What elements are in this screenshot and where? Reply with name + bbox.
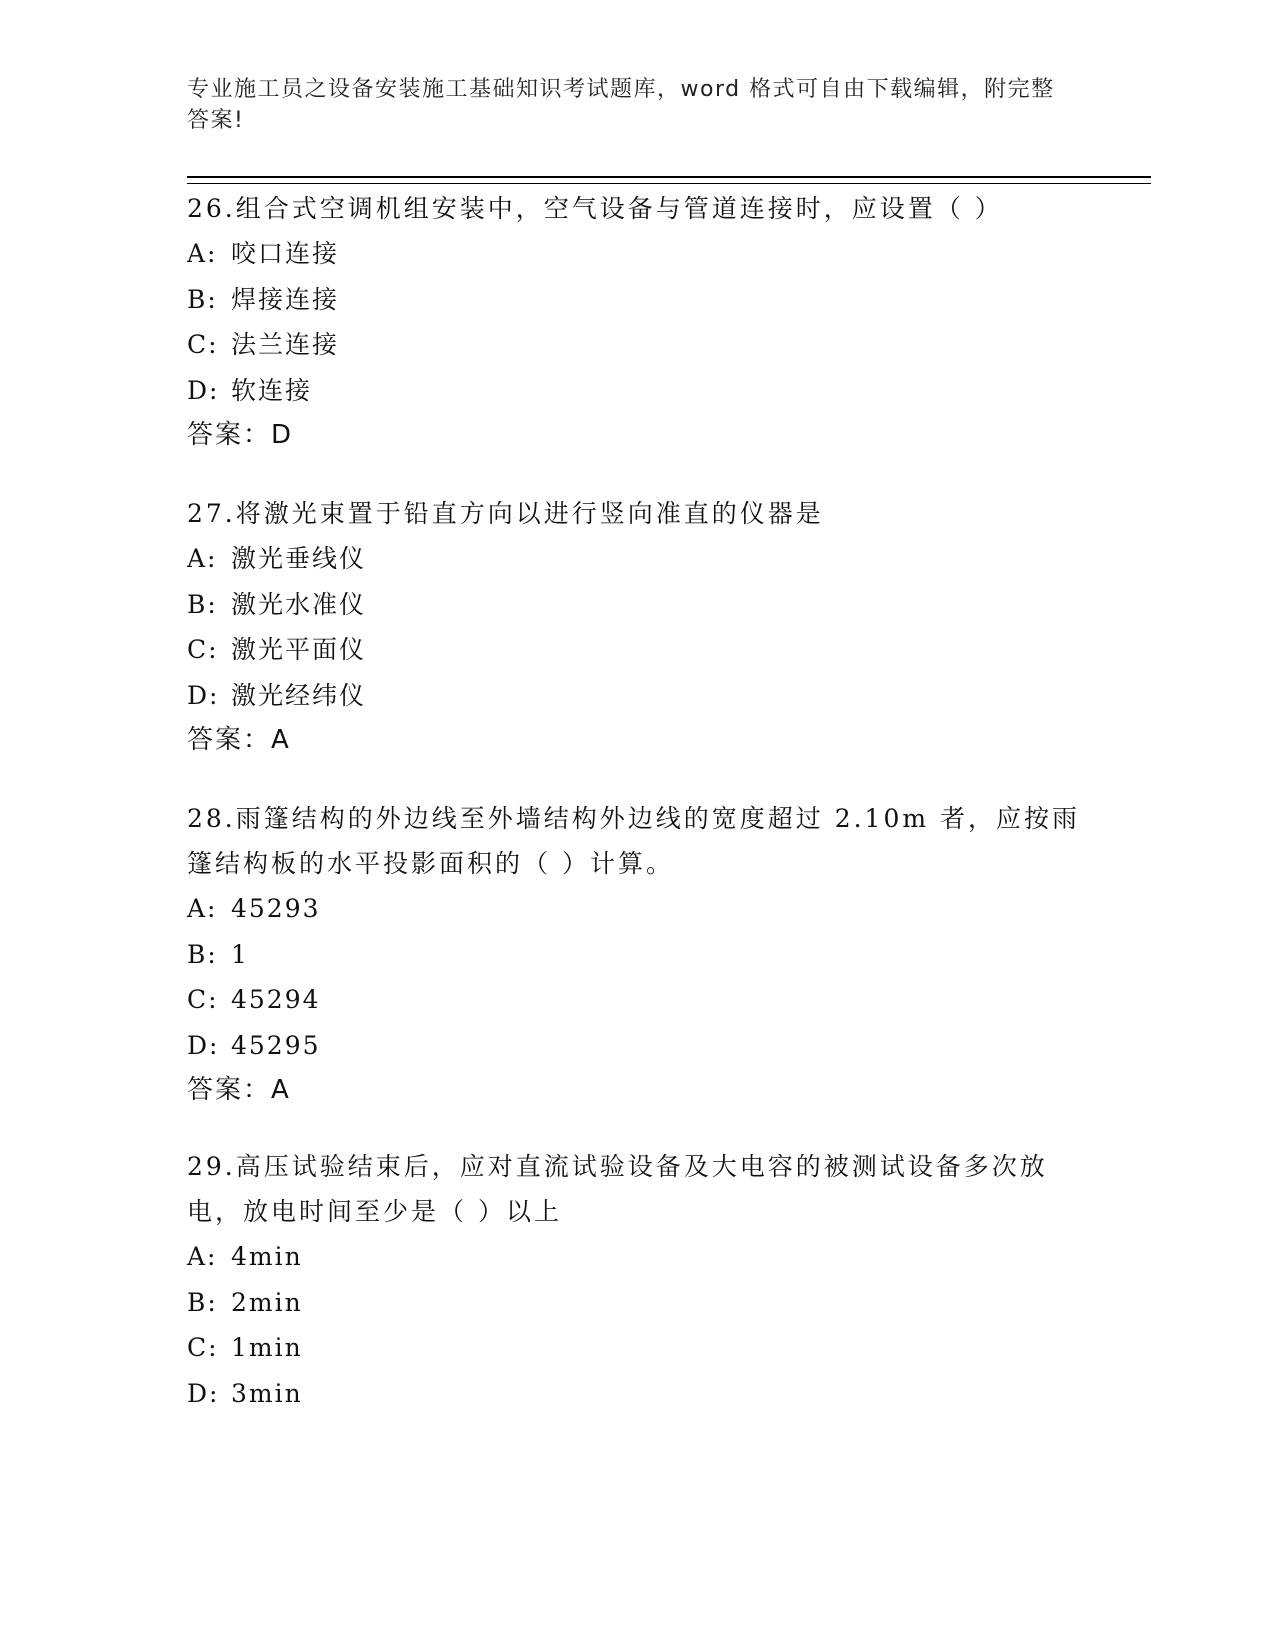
option-letter: A: — [187, 894, 218, 923]
option-d — [187, 1371, 1087, 1417]
header-rule-thin — [187, 183, 1151, 184]
option-letter: B: — [187, 284, 218, 314]
question-26 — [187, 186, 1087, 458]
option-text: 激光水准仪 — [231, 589, 367, 619]
option-letter: C: — [187, 985, 219, 1014]
option-c — [187, 322, 1087, 368]
option-b — [187, 277, 1087, 323]
option-d — [187, 1023, 1087, 1069]
question-title: 28.雨篷结构的外边线至外墙结构外边线的宽度超过 2.10m 者，应按雨篷结构板的水平投影面积的（ ）计算。 — [187, 804, 1081, 878]
option-text: 2min — [231, 1287, 303, 1317]
option-c — [187, 1325, 1087, 1371]
question-28 — [187, 796, 1087, 1113]
question-27 — [187, 491, 1087, 763]
question-29 — [187, 1144, 1087, 1416]
option-letter: C: — [187, 635, 219, 664]
option-text: 激光经纬仪 — [231, 680, 367, 710]
option-letter: A: — [187, 239, 218, 268]
option-a — [187, 886, 1087, 932]
option-text: 咬口连接 — [231, 239, 340, 268]
option-letter: B: — [187, 939, 218, 969]
option-letter: B: — [187, 589, 218, 619]
question-title: 29.高压试验结束后，应对直流试验设备及大电容的被测试设备多次放电，放电时间至少是（ ）以上 — [187, 1152, 1048, 1226]
option-b — [187, 1280, 1087, 1326]
option-letter: D: — [187, 1378, 220, 1408]
answer-line: 答案：D — [187, 420, 294, 450]
option-letter: C: — [187, 330, 219, 359]
document-header: 专业施工员之设备安装施工基础知识考试题库，word 格式可自由下载编辑，附完整答案! — [187, 77, 1055, 133]
option-text: 4min — [231, 1242, 303, 1271]
option-text: 45295 — [231, 1030, 321, 1060]
option-b — [187, 932, 1087, 978]
option-c — [187, 627, 1087, 673]
option-text: 激光平面仪 — [231, 635, 367, 664]
option-letter: B: — [187, 1287, 218, 1317]
option-a — [187, 536, 1087, 582]
option-a — [187, 1234, 1087, 1280]
option-letter: A: — [187, 1242, 218, 1271]
option-text: 软连接 — [231, 375, 313, 405]
option-text: 激光垂线仪 — [231, 544, 367, 573]
question-title: 26.组合式空调机组安装中，空气设备与管道连接时，应设置（ ） — [187, 194, 1003, 223]
option-text: 45294 — [231, 985, 321, 1014]
option-text: 1min — [231, 1333, 303, 1362]
option-letter: A: — [187, 544, 218, 573]
option-letter: D: — [187, 375, 220, 405]
option-letter: D: — [187, 1030, 220, 1060]
option-d — [187, 368, 1087, 414]
header-rule-thick — [187, 176, 1151, 178]
option-text: 45293 — [231, 894, 321, 923]
question-title: 27.将激光束置于铅直方向以进行竖向准直的仪器是 — [187, 499, 824, 528]
option-letter: D: — [187, 680, 220, 710]
option-a — [187, 231, 1087, 277]
option-text: 1 — [231, 939, 249, 969]
option-d — [187, 673, 1087, 719]
option-letter: C: — [187, 1333, 219, 1362]
option-b — [187, 582, 1087, 628]
option-text: 焊接连接 — [231, 284, 340, 314]
option-text: 法兰连接 — [231, 330, 340, 359]
option-text: 3min — [231, 1378, 303, 1408]
answer-line: 答案：A — [187, 725, 291, 755]
answer-line: 答案：A — [187, 1075, 291, 1105]
option-c — [187, 977, 1087, 1023]
